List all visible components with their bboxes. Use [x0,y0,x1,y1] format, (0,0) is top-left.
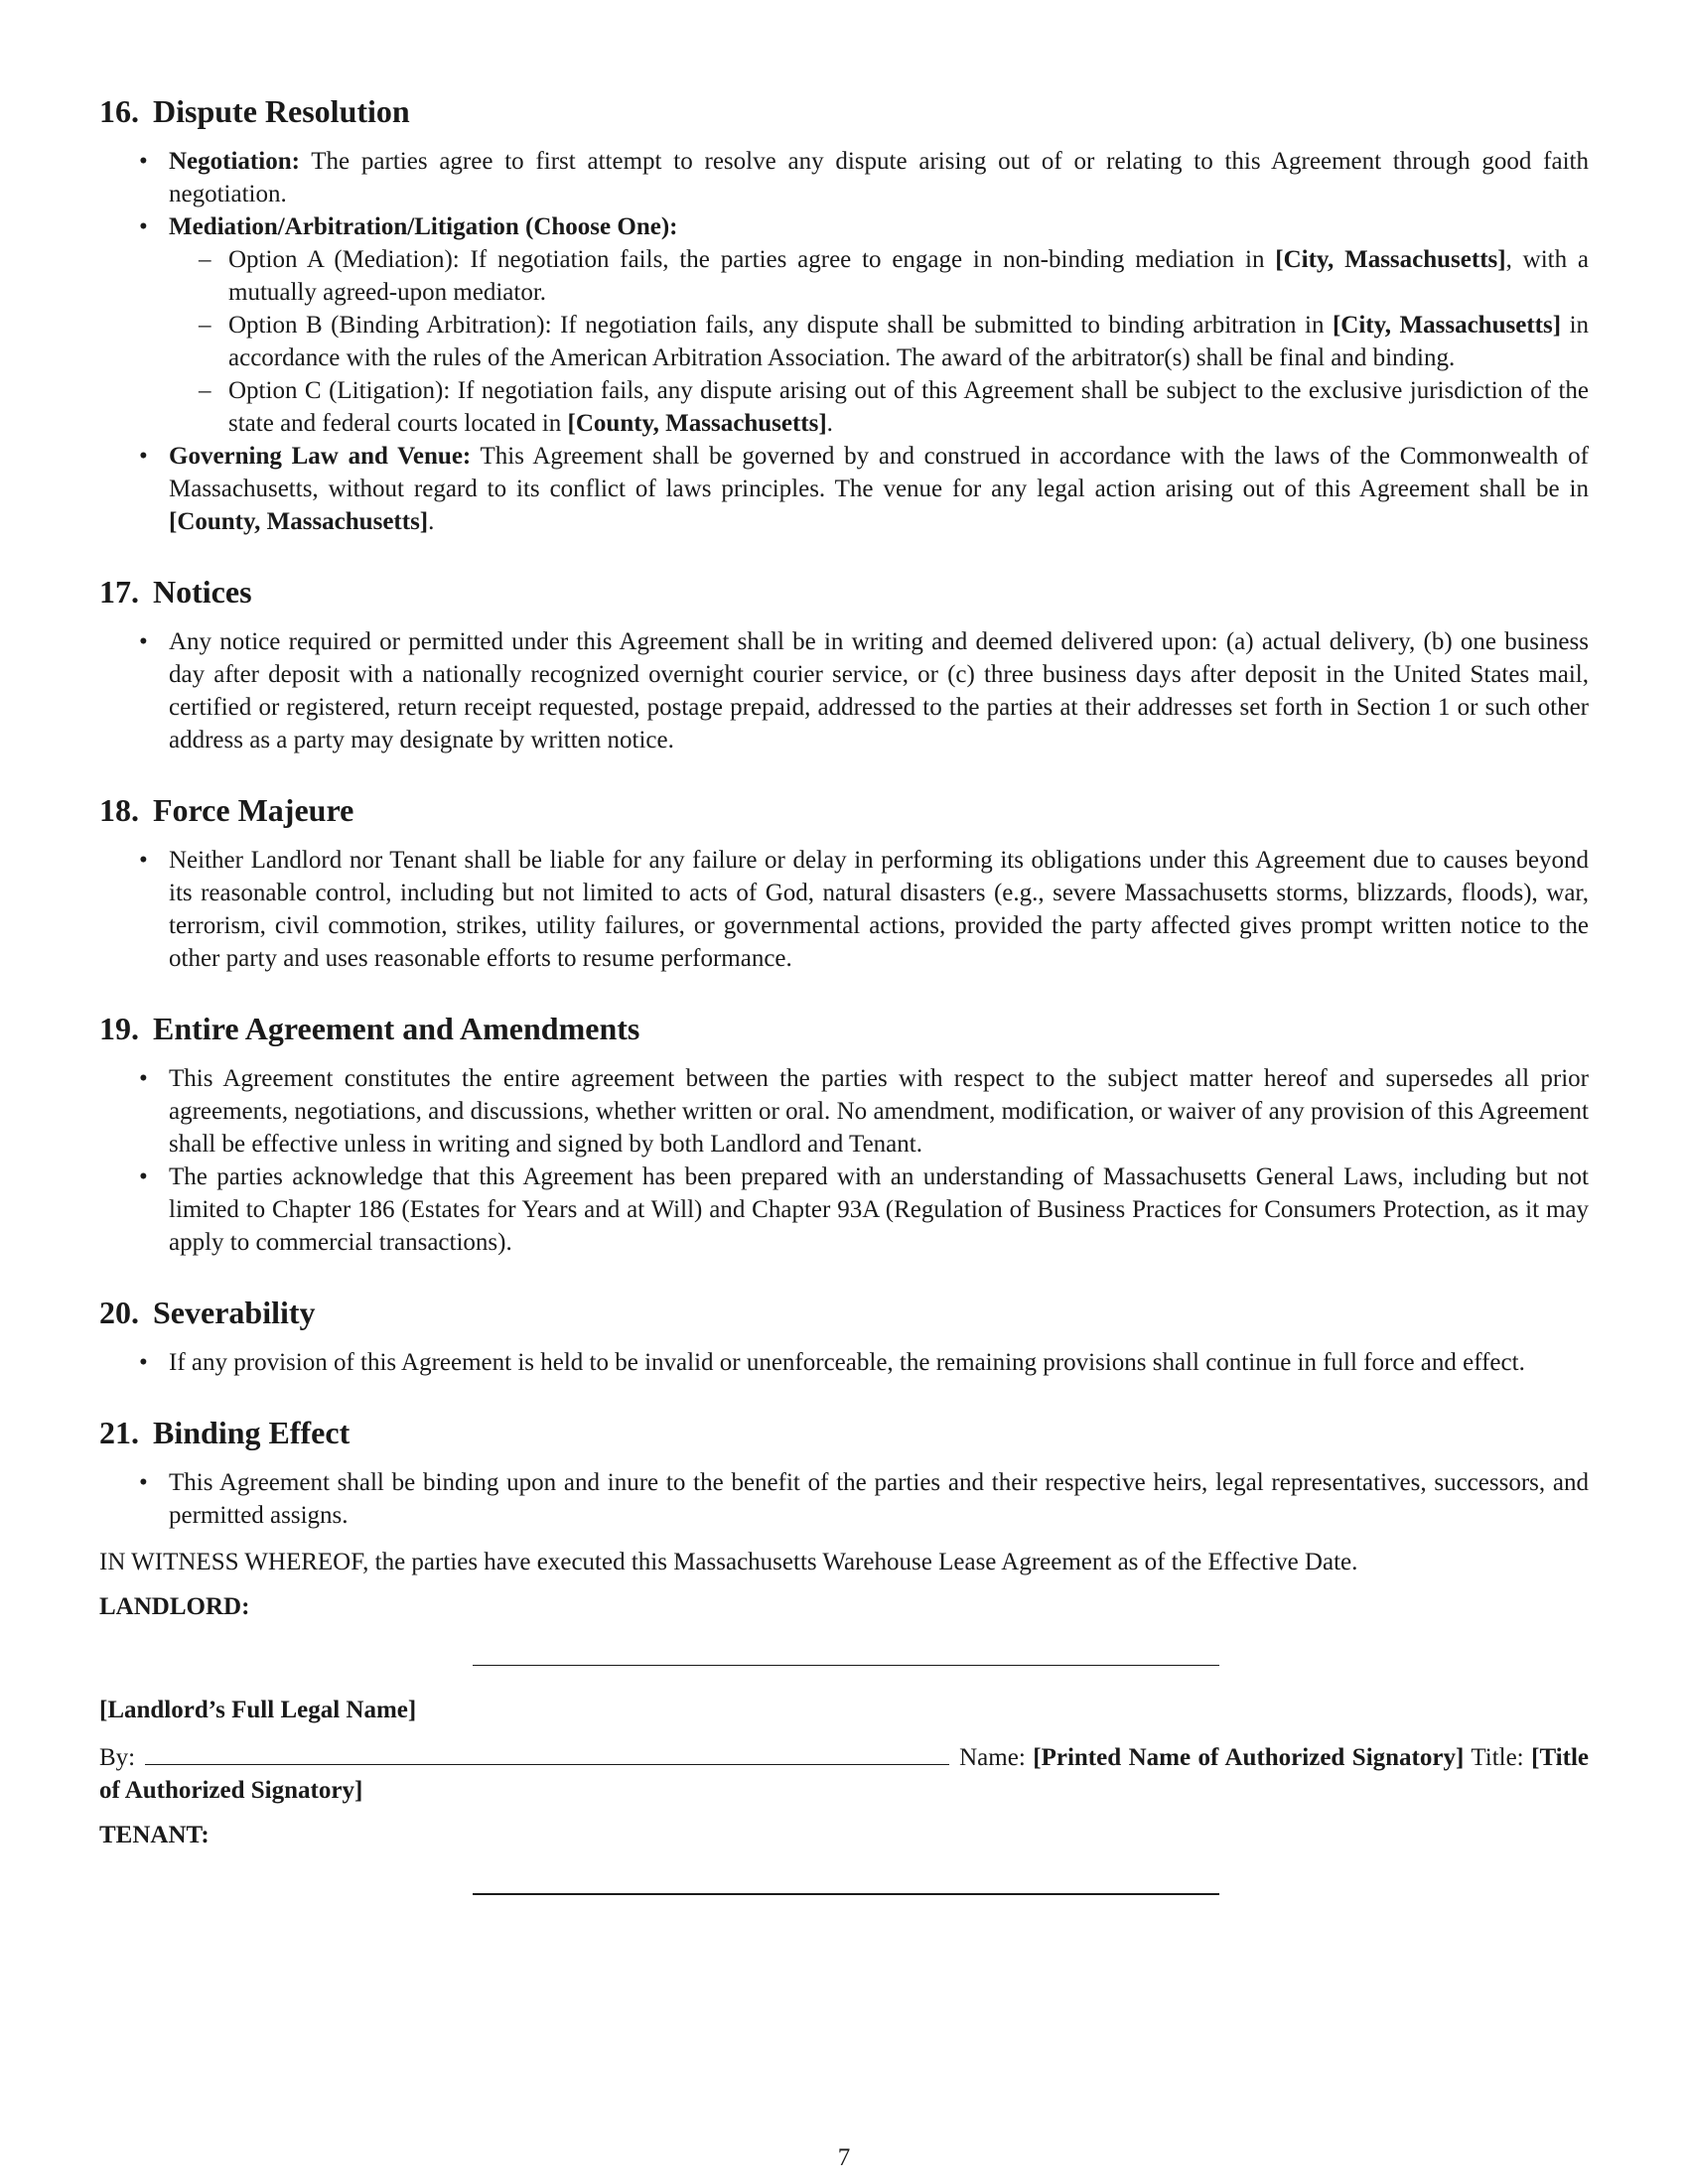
bullet-list [99,844,1589,975]
option-list [169,243,1589,440]
section-entire-agreement [99,1009,1589,1259]
section-heading: 16. Dispute Resolution [99,93,410,129]
landlord-label: LANDLORD: [99,1593,250,1620]
list-item: • If any provision of this Agreement is held to be invalid or unenforceable, the remaining provisions shall continue in full force and effect. [99,1346,1589,1379]
landlord-signatory-block: By: Name: [Printed Name of Authorized Signatory] Title: [Title of Authorized Signatory] [99,1740,1589,1807]
section-binding-effect [99,1413,1589,1532]
section-heading: 18. Force Majeure [99,792,354,828]
page-number: 7 [837,2144,851,2171]
by-signature-line [145,1740,949,1765]
list-item: • This Agreement constitutes the entire agreement between the parties with respect to the subject matter hereof and supersedes all prior agreements, negotiations, and discussions, whether written or oral. No amendment, modification, or waiver of any provision of this Agreement shall be effective unless in writing and signed by both Landlord and Tenant. [99,1062,1589,1160]
list-item: • Mediation/Arbitration/Litigation (Choose One): – Option A (Mediation): If negotiation fails, the parties agree to engage in non-binding mediation in [City, Massachusetts], with a mutually agreed-upon mediator. – Option B (Binding Arbitration): If negotiation fails, any dispute shall be submitted to binding arbitration in [City, Massachusetts] in accordance with the rules of the American Arbitration Association. The award of the arbitrator(s) shall be final and binding. – Option C (Litigation): If negotiation fails, any dispute arising out of this Agreement shall be subject to the exclusive jurisdiction of the state and federal courts located in [County, Massachusetts]. [99,210,1589,440]
tenant-label: TENANT: [99,1822,210,1848]
option-c: – Option C (Litigation): If negotiation fails, any dispute arising out of this Agreement shall be subject to the exclusive jurisdiction of the state and federal courts located in [County, Massachusetts]. [169,374,1589,440]
list-item: • The parties acknowledge that this Agreement has been prepared with an understanding of Massachusetts General Laws, including but not limited to Chapter 186 (Estates for Years and at Will) and Chapter 93A (Regulation of Business Practices for Consumers Protection, as it may apply to commercial transactions). [99,1160,1589,1259]
section-heading: 19. Entire Agreement and Amendments [99,1011,640,1046]
section-force-majeure [99,790,1589,975]
landlord-name: [Landlord’s Full Legal Name] [99,1697,417,1723]
bullet-list [99,145,1589,538]
section-severability [99,1293,1589,1379]
bullet-list [99,625,1589,756]
list-item: • Negotiation: The parties agree to first attempt to resolve any dispute arising out of or relating to this Agreement through good faith negotiation. [99,145,1589,210]
bullet-list [99,1062,1589,1259]
bullet-list [99,1466,1589,1532]
option-b: – Option B (Binding Arbitration): If negotiation fails, any dispute shall be submitted to binding arbitration in [City, Massachusetts] in accordance with the rules of the American Arbitration Association. The award of the arbitrator(s) shall be final and binding. [169,309,1589,374]
tenant-signature-line [473,1877,1219,1895]
section-notices [99,572,1589,756]
section-heading: 20. Severability [99,1295,316,1330]
bullet-list [99,1346,1589,1379]
list-item: • Any notice required or permitted under this Agreement shall be in writing and deemed delivered upon: (a) actual delivery, (b) one business day after deposit with a nationally recognized overnight courier service, or (c) three business days after deposit in the United States mail, certified or registered, return receipt requested, postage prepaid, addressed to the parties at their addresses set forth in Section 1 or such other address as a party may designate by written notice. [99,625,1589,756]
landlord-signature-line [473,1649,1219,1666]
list-item: • Neither Landlord nor Tenant shall be liable for any failure or delay in performing its obligations under this Agreement due to causes beyond its reasonable control, including but not limited to acts of God, natural disasters (e.g., severe Massachusetts storms, blizzards, floods), war, terrorism, civil commotion, strikes, utility failures, or governmental actions, provided the party affected gives prompt written notice to the other party and uses reasonable efforts to resume performance. [99,844,1589,975]
section-dispute-resolution [99,91,1589,538]
section-heading: 17. Notices [99,574,252,610]
witness-statement: IN WITNESS WHEREOF, the parties have executed this Massachusetts Warehouse Lease Agreement as of the Effective Date. [99,1549,1358,1575]
option-a: – Option A (Mediation): If negotiation fails, the parties agree to engage in non-binding mediation in [City, Massachusetts], with a mutually agreed-upon mediator. [169,243,1589,309]
document-page [99,91,1589,1923]
list-item: • This Agreement shall be binding upon and inure to the benefit of the parties and their respective heirs, legal representatives, successors, and permitted assigns. [99,1466,1589,1532]
list-item: • Governing Law and Venue: This Agreement shall be governed by and construed in accordance with the laws of the Commonwealth of Massachusetts, without regard to its conflict of laws principles. The venue for any legal action arising out of this Agreement shall be in [County, Massachusetts]. [99,440,1589,538]
section-heading: 21. Binding Effect [99,1415,351,1450]
